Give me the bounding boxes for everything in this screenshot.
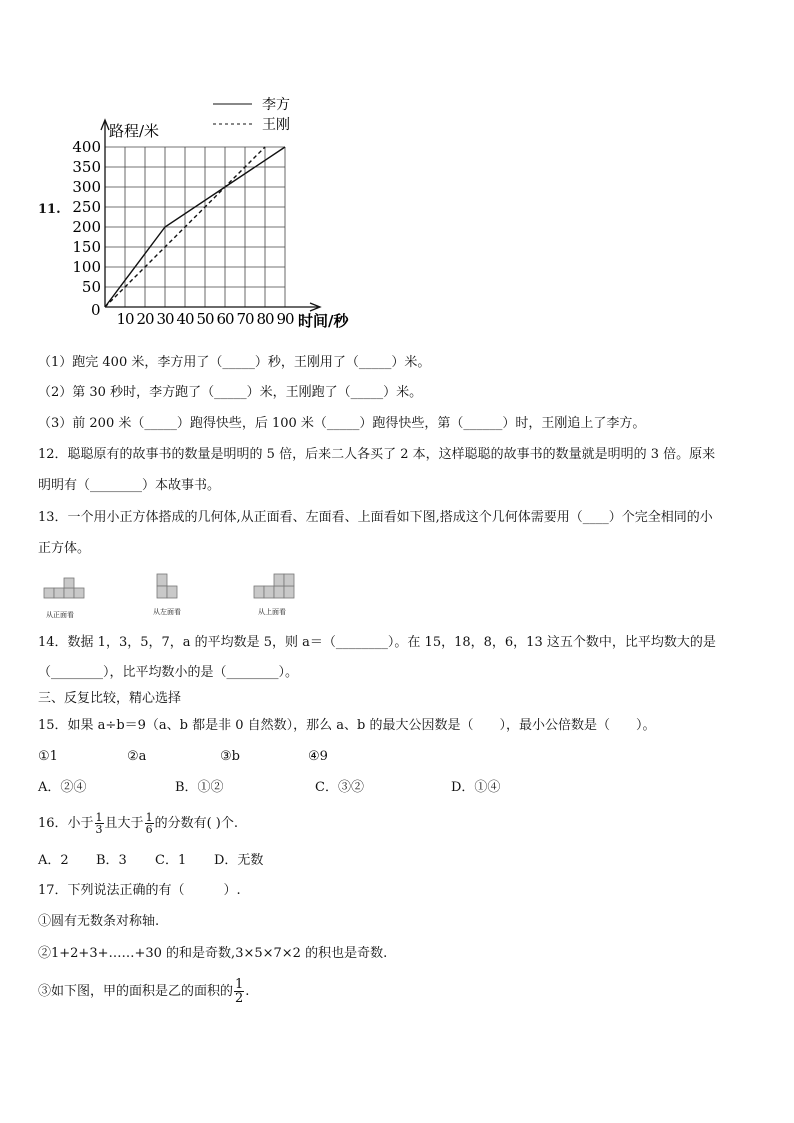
x-tick-label: 10 xyxy=(116,310,134,328)
q12-line1: 12．聪聪原有的故事书的数量是明明的 5 倍，后来二人各买了 2 本，这样聪聪的故事书的数量就是明明的 3 倍。原来 xyxy=(38,447,716,462)
q13-line2: 正方体。 xyxy=(38,541,91,556)
fraction-one-third xyxy=(95,812,104,835)
q15-choice-2: ②a xyxy=(127,749,147,764)
front-view-caption: 从正面看 xyxy=(46,611,74,619)
q17-s3-suffix: . xyxy=(245,984,250,999)
q12-line2: 明明有（________）本故事书。 xyxy=(38,478,221,493)
q15-option-b: B．①② xyxy=(175,780,224,795)
fraction-numerator: 1 xyxy=(235,977,244,992)
chart-axes xyxy=(101,120,320,311)
x-tick-label: 80 xyxy=(256,310,274,328)
q13-line1: 13．一个用小正方体搭成的几何体,从正面看、左面看、上面看如下图,搭成这个几何体需要用（____）个完全相同的小 xyxy=(38,510,713,525)
top-view-caption: 从上面看 xyxy=(258,608,286,616)
y-tick-label: 150 xyxy=(72,238,101,256)
x-tick-label: 40 xyxy=(176,310,194,328)
q16-option-d: D．无数 xyxy=(214,853,264,868)
q17-statement-3 xyxy=(38,978,249,1005)
q16-suffix: 的分数有( )个. xyxy=(154,816,238,831)
q15-option-c: C．③② xyxy=(315,780,364,795)
q15-option-a: A．②④ xyxy=(38,780,87,795)
q17-s3-prefix: ③如下图，甲的面积是乙的面积的 xyxy=(38,984,234,999)
q14-line2: （________），比平均数小的是（________）。 xyxy=(38,665,299,680)
legend-label-0: 李方 xyxy=(262,97,290,113)
q16-middle: 且大于 xyxy=(104,816,144,831)
q15-stem: 15．如果 a÷b＝9（a、b 都是非 0 自然数），那么 a、b 的最大公因数是（ ），最小公倍数是（ ）。 xyxy=(38,718,656,733)
y-tick-label: 350 xyxy=(72,158,101,176)
legend-label-1: 王刚 xyxy=(262,117,290,133)
q16-prefix: 16．小于 xyxy=(38,816,94,831)
top-view xyxy=(254,574,294,598)
y-tick-label: 100 xyxy=(72,258,101,276)
y-tick-label: 250 xyxy=(72,198,101,216)
distance-time-chart xyxy=(72,92,380,337)
y-tick-label: 400 xyxy=(72,138,101,156)
fraction-numerator: 1 xyxy=(95,811,103,824)
q15-option-d: D．①④ xyxy=(451,780,501,795)
q17-stem: 17．下列说法正确的有（ ）. xyxy=(38,883,241,898)
y-tick-label: 50 xyxy=(81,278,101,296)
fraction-denominator: 2 xyxy=(235,991,244,1006)
fraction-denominator: 3 xyxy=(95,823,103,836)
q15-choice-3: ③b xyxy=(220,749,240,764)
q17-statement-2: ②1+2+3+……+30 的和是奇数,3×5×7×2 的积也是奇数. xyxy=(38,946,388,961)
q15-choice-1: ①1 xyxy=(38,749,58,764)
q16-stem xyxy=(38,812,238,835)
q14-line1: 14．数据 1，3，5，7，a 的平均数是 5，则 a＝（________）。在 15，18，8，6，13 这五个数中，比平均数大的是 xyxy=(38,635,716,650)
fraction-denominator: 6 xyxy=(145,823,153,836)
y-tick-label: 300 xyxy=(72,178,101,196)
q15-choice-4: ④9 xyxy=(308,749,328,764)
fraction-one-sixth xyxy=(145,812,154,835)
x-axis-label: 时间/秒 xyxy=(298,312,349,330)
q11-sub3: （3）前 200 米（_____）跑得快些，后 100 米（_____）跑得快些，第（______）时，王刚追上了李方。 xyxy=(38,416,646,431)
q11-sub1: （1）跑完 400 米，李方用了（_____）秒，王刚用了（_____）米。 xyxy=(38,355,431,370)
fraction-numerator: 1 xyxy=(145,811,153,824)
q16-option-c: C．1 xyxy=(155,853,187,868)
question-number-11: 11. xyxy=(38,202,61,217)
chart-ticks xyxy=(72,122,349,330)
origin-label: 0 xyxy=(91,301,101,319)
x-tick-label: 90 xyxy=(276,310,294,328)
y-tick-label: 200 xyxy=(72,218,101,236)
left-view-caption: 从左面看 xyxy=(153,608,181,616)
x-tick-label: 20 xyxy=(136,310,154,328)
q16-option-a: A．2 xyxy=(38,853,69,868)
chart-legend xyxy=(213,96,290,133)
q16-option-b: B．3 xyxy=(96,853,127,868)
y-axis-label: 路程/米 xyxy=(109,122,160,140)
left-view xyxy=(157,574,177,598)
fraction-one-half xyxy=(234,978,244,1005)
q11-sub2: （2）第 30 秒时，李方跑了（_____）米，王刚跑了（_____）米。 xyxy=(38,385,423,400)
x-tick-label: 60 xyxy=(216,310,234,328)
front-view xyxy=(44,578,84,598)
section-3-heading: 三、反复比较，精心选择 xyxy=(38,691,182,706)
x-tick-label: 70 xyxy=(236,310,254,328)
q17-statement-1: ①圆有无数条对称轴. xyxy=(38,914,160,929)
x-tick-label: 30 xyxy=(156,310,174,328)
chart-grid xyxy=(105,147,285,307)
x-tick-label: 50 xyxy=(196,310,214,328)
